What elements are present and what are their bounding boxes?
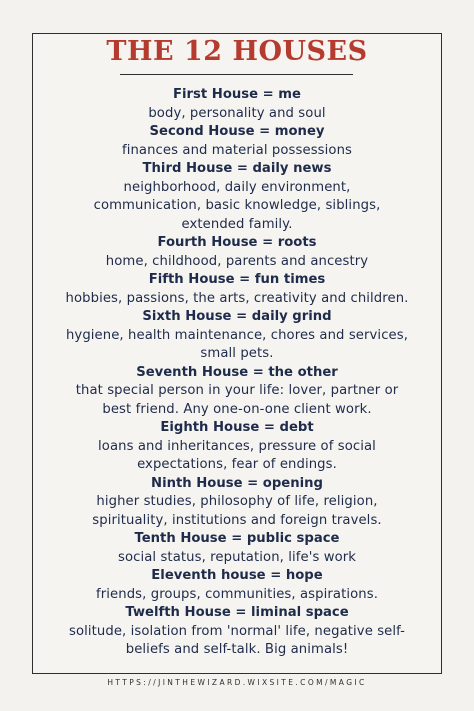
- house-heading: Third House = daily news: [142, 161, 332, 176]
- house-item-3: [32, 160, 442, 234]
- footer-url: HTTPS://JINTHEWIZARD.WIXSITE.COM/MAGIC: [107, 678, 367, 687]
- description-line: best friend. Any one-on-one client work.: [102, 401, 372, 417]
- house-heading: Twelfth House = liminal space: [125, 605, 349, 620]
- houses-list: [32, 86, 442, 660]
- house-heading: Seventh House = the other: [136, 364, 338, 380]
- description-line: communication, basic knowledge, siblings,: [93, 198, 381, 213]
- house-description: [32, 253, 442, 272]
- description-line: hobbies, passions, the arts, creativity and children.: [65, 290, 409, 306]
- description-line: expectations, fear of endings.: [137, 457, 337, 472]
- house-heading: Eleventh house = hope: [151, 568, 323, 583]
- description-line: beliefs and self-talk. Big animals!: [125, 642, 349, 657]
- house-heading: Ninth House = opening: [151, 475, 323, 491]
- description-line: social status, reputation, life's work: [117, 549, 357, 565]
- description-line: loans and inheritances, pressure of social: [98, 438, 376, 454]
- house-heading: Fourth House = roots: [157, 235, 317, 250]
- house-item-12: [32, 604, 442, 660]
- house-description: [32, 382, 442, 419]
- description-line: higher studies, philosophy of life, religion,: [96, 494, 378, 509]
- house-heading: Second House = money: [149, 124, 325, 139]
- house-heading: Tenth House = public space: [134, 531, 340, 546]
- description-line: that special person in your life: lover, partner or: [75, 383, 399, 398]
- house-description: [32, 327, 442, 364]
- description-line: body, personality and soul: [148, 105, 326, 121]
- page-title: THE 12 HOUSES: [106, 36, 368, 67]
- title-underline: [120, 74, 353, 75]
- house-description: [32, 179, 442, 235]
- description-line: spirituality, institutions and foreign travels.: [92, 512, 382, 528]
- house-heading: Eighth House = debt: [160, 420, 314, 435]
- house-item-1: [32, 86, 442, 123]
- house-description: [32, 142, 442, 161]
- house-item-8: [32, 419, 442, 475]
- description-line: finances and material possessions: [121, 142, 353, 158]
- house-description: [32, 493, 442, 530]
- house-item-11: [32, 567, 442, 604]
- house-description: [32, 105, 442, 124]
- description-line: friends, groups, communities, aspirations.: [96, 586, 378, 602]
- house-item-9: [32, 475, 442, 531]
- description-line: hygiene, health maintenance, chores and services,: [65, 327, 409, 343]
- house-heading: First House = me: [173, 87, 301, 102]
- house-item-6: [32, 308, 442, 364]
- description-line: extended family.: [181, 216, 293, 232]
- description-line: small pets.: [200, 346, 274, 361]
- house-item-5: [32, 271, 442, 308]
- house-description: [32, 290, 442, 309]
- house-item-7: [32, 364, 442, 420]
- description-line: home, childhood, parents and ancestry: [105, 253, 369, 269]
- house-item-4: [32, 234, 442, 271]
- description-line: neighborhood, daily environment,: [123, 179, 351, 195]
- house-heading: Fifth House = fun times: [148, 272, 326, 287]
- house-description: [32, 623, 442, 660]
- house-description: [32, 438, 442, 475]
- house-heading: Sixth House = daily grind: [142, 309, 332, 324]
- house-item-2: [32, 123, 442, 160]
- house-description: [32, 586, 442, 605]
- house-item-10: [32, 530, 442, 567]
- house-description: [32, 549, 442, 568]
- description-line: solitude, isolation from 'normal' life, negative self-: [68, 623, 406, 639]
